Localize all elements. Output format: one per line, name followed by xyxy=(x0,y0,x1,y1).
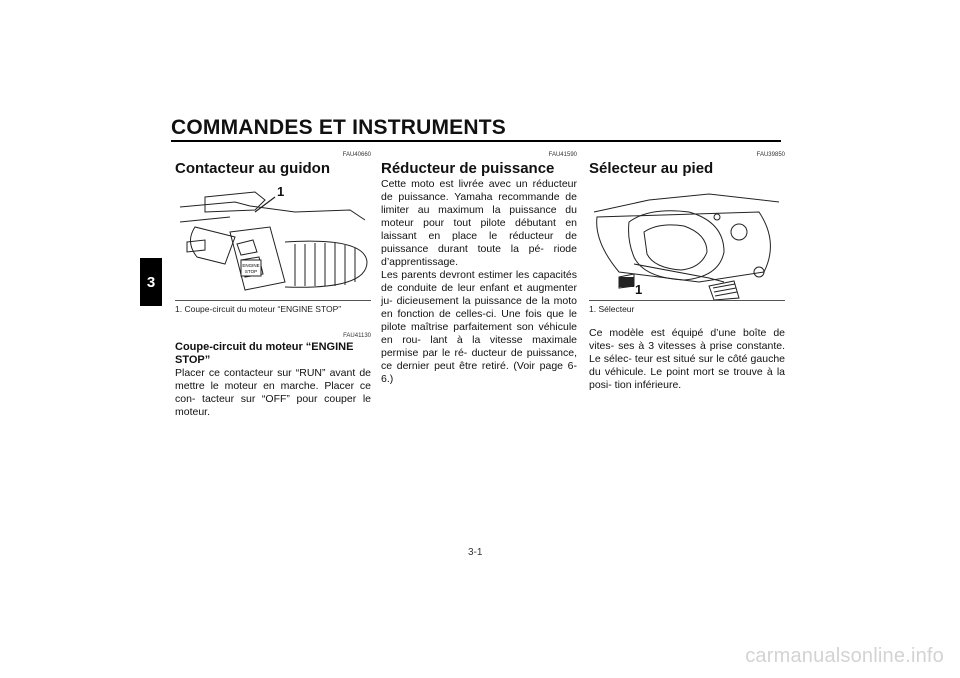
watermark: carmanualsonline.info xyxy=(745,645,944,667)
body-text: Cette moto est livrée avec un réducteur de puissance. Yamaha recommande de limiter au maximum la puissance du moteur pour tout pilote débutant en laissant en place le réducteur de puissance durant toute la pé- riode d’apprentissage. Les parents devront estimer les capacités de conduite de leur enfant et augmenter ju- dicieusement la puissance de la moto en fonction de celles-ci. Une fois que le pilote maîtrise parfaitement son véhicule en rou- lant à la vitesse maximale permise par le ré- ducteur de puissance, ce dernier peut être retiré. (Voir page 6-6.) xyxy=(381,178,577,385)
section-title: Contacteur au guidon xyxy=(175,160,330,177)
page-title: COMMANDES ET INSTRUMENTS xyxy=(171,116,506,139)
chapter-tab: 3 xyxy=(140,258,162,306)
body-text: Placer ce contacteur sur “RUN” avant de mettre le moteur en marche. Placer ce con- tacteur sur “OFF” pour couper le moteur. xyxy=(175,367,371,418)
body-text: Ce modèle est équipé d’une boîte de vites- ses à 3 vitesses à prise constante. Le sélec- teur est situé sur le côté gauche du véhicule. Le point mort se trouve à la posi- tion inférieure. xyxy=(589,327,785,391)
handlebar-switch-illustration xyxy=(175,182,371,301)
callout-number: 1 xyxy=(277,184,285,199)
column-shift-pedal xyxy=(589,150,785,392)
figure-caption: 1. Sélecteur xyxy=(589,304,635,314)
column-power-reducer xyxy=(381,150,577,386)
section-code: FAU41590 xyxy=(548,152,577,158)
callout-number: 1 xyxy=(635,282,643,297)
section-title: Réducteur de puissance xyxy=(381,160,555,177)
section-title: Sélecteur au pied xyxy=(589,160,714,177)
page-number: 3-1 xyxy=(468,547,483,558)
stop-label: ENGINE xyxy=(242,263,260,268)
stop-label-2: STOP xyxy=(244,269,258,274)
column-handlebar-switches xyxy=(175,150,371,419)
subsection-code: FAU41130 xyxy=(343,333,371,339)
subsection-title: Coupe-circuit du moteur “ENGINE STOP” xyxy=(175,341,354,366)
header-rule xyxy=(171,140,781,142)
section-code: FAU40660 xyxy=(342,152,371,158)
figure-caption: 1. Coupe-circuit du moteur “ENGINE STOP” xyxy=(175,304,342,314)
section-code: FAU39850 xyxy=(756,152,785,158)
shift-pedal-illustration xyxy=(589,182,785,301)
